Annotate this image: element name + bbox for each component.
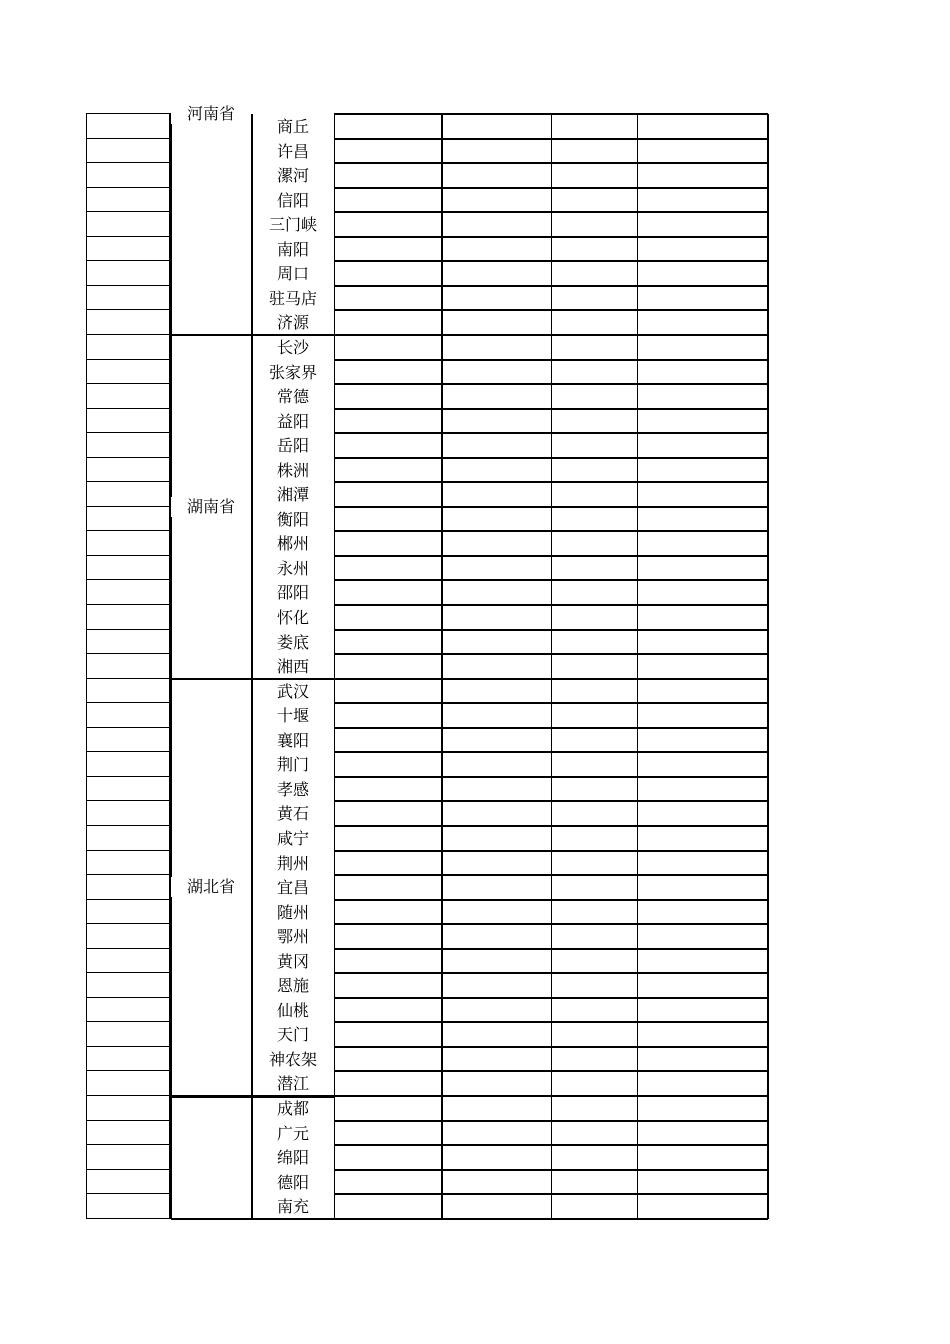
table-cell[interactable] (86, 507, 170, 532)
table-cell[interactable] (334, 335, 442, 360)
table-cell[interactable] (86, 801, 170, 826)
table-cell[interactable] (442, 433, 551, 458)
table-cell[interactable] (442, 1194, 551, 1219)
table-cell[interactable] (551, 826, 637, 851)
table-cell[interactable] (637, 212, 768, 237)
table-cell[interactable] (551, 1145, 637, 1170)
table-cell[interactable] (86, 310, 170, 335)
table-cell[interactable] (86, 1096, 170, 1121)
table-cell[interactable] (334, 482, 442, 507)
table-cell[interactable] (551, 286, 637, 311)
table-cell[interactable] (551, 752, 637, 777)
city-cell: 济源 (276, 313, 309, 333)
table-cell[interactable] (551, 531, 637, 556)
table-cell[interactable] (86, 163, 170, 188)
table-cell[interactable] (334, 458, 442, 483)
table-cell[interactable] (637, 679, 768, 704)
table-cell[interactable] (637, 580, 768, 605)
table-cell[interactable] (86, 556, 170, 581)
table-cell[interactable] (551, 728, 637, 753)
table-cell[interactable] (551, 1194, 637, 1219)
table-cell[interactable] (334, 286, 442, 311)
city-cell: 德阳 (276, 1172, 309, 1192)
table-cell[interactable] (637, 237, 768, 262)
table-cell[interactable] (551, 1071, 637, 1096)
table-cell[interactable] (551, 384, 637, 409)
table-cell[interactable] (334, 1022, 442, 1047)
table-cell[interactable] (334, 1194, 442, 1219)
table-cell[interactable] (551, 1022, 637, 1047)
table-cell[interactable] (637, 998, 768, 1023)
table-cell[interactable] (86, 679, 170, 704)
table-cell[interactable] (86, 188, 170, 213)
city-cell: 孝感 (276, 779, 309, 799)
table-cell[interactable] (442, 507, 551, 532)
city-cell: 娄底 (276, 632, 309, 652)
province-label: 湖北省 (171, 877, 251, 897)
table-cell[interactable] (551, 679, 637, 704)
table-cell[interactable] (86, 237, 170, 262)
table-cell[interactable] (637, 851, 768, 876)
table-cell[interactable] (442, 973, 551, 998)
city-cell: 岳阳 (276, 436, 309, 456)
table-cell[interactable] (551, 1096, 637, 1121)
table-cell[interactable] (637, 801, 768, 826)
table-cell[interactable] (86, 924, 170, 949)
city-cell: 恩施 (276, 976, 309, 996)
table-cell[interactable] (334, 1145, 442, 1170)
table-cell[interactable] (551, 924, 637, 949)
city-cell: 广元 (276, 1123, 309, 1143)
table-cell[interactable] (334, 1047, 442, 1072)
city-cell: 益阳 (276, 411, 309, 431)
table-cell[interactable] (86, 875, 170, 900)
table-cell[interactable] (551, 237, 637, 262)
table-cell[interactable] (637, 163, 768, 188)
table-cell[interactable] (551, 114, 637, 139)
table-cell[interactable] (86, 1071, 170, 1096)
table-cell[interactable] (86, 973, 170, 998)
table-cell[interactable] (637, 384, 768, 409)
table-cell[interactable] (86, 1047, 170, 1072)
table-cell[interactable] (637, 531, 768, 556)
table-cell[interactable] (442, 531, 551, 556)
city-cell: 湘潭 (276, 485, 309, 505)
table-cell[interactable] (637, 507, 768, 532)
table-cell[interactable] (86, 139, 170, 164)
table-cell[interactable] (442, 286, 551, 311)
table-cell[interactable] (551, 1170, 637, 1195)
table-cell[interactable] (86, 1170, 170, 1195)
table-cell[interactable] (551, 482, 637, 507)
table-cell[interactable] (86, 360, 170, 385)
table-cell[interactable] (334, 924, 442, 949)
table-cell[interactable] (334, 212, 442, 237)
city-cell: 常德 (276, 387, 309, 407)
table-cell[interactable] (334, 801, 442, 826)
table-cell[interactable] (637, 114, 768, 139)
city-cell: 荆州 (276, 853, 309, 873)
table-cell[interactable] (637, 360, 768, 385)
table-cell[interactable] (637, 875, 768, 900)
city-cell: 邵阳 (276, 583, 309, 603)
table-cell[interactable] (637, 900, 768, 925)
table-cell[interactable] (334, 1096, 442, 1121)
city-cell: 许昌 (276, 141, 309, 161)
table-cell[interactable] (551, 654, 637, 679)
table-cell[interactable] (86, 384, 170, 409)
city-cell: 仙桃 (276, 1000, 309, 1020)
city-cell: 张家界 (268, 362, 317, 382)
table-cell[interactable] (86, 580, 170, 605)
table-cell[interactable] (442, 777, 551, 802)
table-cell[interactable] (442, 384, 551, 409)
table-cell[interactable] (86, 261, 170, 286)
city-cell: 宜昌 (276, 878, 309, 898)
table-cell[interactable] (86, 752, 170, 777)
table-cell[interactable] (334, 261, 442, 286)
table-cell[interactable] (334, 1170, 442, 1195)
table-cell[interactable] (551, 949, 637, 974)
table-cell[interactable] (551, 163, 637, 188)
table-cell[interactable] (334, 114, 442, 139)
table-cell[interactable] (442, 237, 551, 262)
table-cell[interactable] (637, 310, 768, 335)
city-cell: 成都 (276, 1099, 309, 1118)
table-cell[interactable] (637, 139, 768, 164)
table-cell[interactable] (334, 139, 442, 164)
table-cell[interactable] (551, 998, 637, 1023)
table-cell[interactable] (551, 580, 637, 605)
city-cell: 驻马店 (268, 288, 317, 308)
table-cell[interactable] (442, 1170, 551, 1195)
table-cell[interactable] (334, 875, 442, 900)
city-cell: 永州 (276, 558, 309, 578)
table-cell[interactable] (551, 1047, 637, 1072)
table-cell[interactable] (637, 826, 768, 851)
table-cell[interactable] (637, 286, 768, 311)
table-cell[interactable] (334, 703, 442, 728)
city-cell: 湘西 (276, 657, 309, 677)
table-cell[interactable] (86, 630, 170, 655)
city-cell: 南充 (276, 1197, 309, 1217)
table-cell[interactable] (334, 163, 442, 188)
table-cell[interactable] (442, 605, 551, 630)
spreadsheet-table (86, 104, 768, 1219)
table-cell[interactable] (86, 1121, 170, 1146)
table-cell[interactable] (551, 973, 637, 998)
city-cell: 鄂州 (276, 927, 309, 947)
table-cell[interactable] (86, 531, 170, 556)
table-cell[interactable] (334, 679, 442, 704)
table-cell[interactable] (442, 851, 551, 876)
table-cell[interactable] (442, 1121, 551, 1146)
table-cell[interactable] (637, 458, 768, 483)
table-cell[interactable] (334, 949, 442, 974)
city-cell: 郴州 (276, 534, 309, 554)
table-cell[interactable] (86, 482, 170, 507)
table-cell[interactable] (442, 114, 551, 139)
table-cell[interactable] (442, 826, 551, 851)
city-cell: 黄冈 (276, 951, 309, 971)
table-cell[interactable] (637, 1145, 768, 1170)
table-cell[interactable] (86, 1022, 170, 1047)
table-cell[interactable] (442, 360, 551, 385)
table-cell[interactable] (442, 728, 551, 753)
table-cell[interactable] (551, 212, 637, 237)
city-cell: 衡阳 (276, 509, 309, 529)
table-cell[interactable] (551, 605, 637, 630)
table-cell[interactable] (334, 360, 442, 385)
table-cell[interactable] (637, 728, 768, 753)
city-cell: 襄阳 (276, 730, 309, 750)
city-cell: 武汉 (276, 681, 309, 701)
city-cell: 信阳 (276, 190, 309, 210)
table-cell[interactable] (334, 188, 442, 213)
city-cell: 商丘 (276, 117, 309, 136)
table-cell[interactable] (86, 949, 170, 974)
table-cell[interactable] (334, 384, 442, 409)
city-cell: 神农架 (268, 1049, 317, 1069)
table-cell[interactable] (442, 482, 551, 507)
table-cell[interactable] (637, 556, 768, 581)
city-cell: 随州 (276, 902, 309, 922)
city-cell: 怀化 (276, 608, 309, 627)
city-cell: 荆门 (276, 755, 309, 775)
table-cell[interactable] (442, 261, 551, 286)
city-cell: 天门 (276, 1025, 309, 1045)
table-cell[interactable] (442, 679, 551, 704)
table-cell[interactable] (637, 924, 768, 949)
table-cell[interactable] (442, 335, 551, 360)
table-cell[interactable] (551, 433, 637, 458)
city-cell: 长沙 (276, 337, 309, 357)
city-cell: 潜江 (276, 1074, 309, 1094)
table-cell[interactable] (442, 1022, 551, 1047)
table-cell[interactable] (334, 973, 442, 998)
table-cell[interactable] (86, 851, 170, 876)
table-cell[interactable] (86, 114, 170, 139)
table-cell[interactable] (334, 1121, 442, 1146)
table-cell[interactable] (551, 777, 637, 802)
table-cell[interactable] (86, 409, 170, 434)
city-cell: 三门峡 (268, 215, 317, 235)
city-cell: 绵阳 (276, 1148, 309, 1168)
table-cell[interactable] (637, 261, 768, 286)
table-cell[interactable] (334, 728, 442, 753)
table-cell[interactable] (637, 482, 768, 507)
table-cell[interactable] (442, 1071, 551, 1096)
table-cell[interactable] (442, 188, 551, 213)
table-cell[interactable] (86, 703, 170, 728)
table-cell[interactable] (334, 777, 442, 802)
table-cell[interactable] (334, 310, 442, 335)
table-cell[interactable] (86, 605, 170, 630)
table-cell[interactable] (637, 1071, 768, 1096)
table-cell[interactable] (637, 654, 768, 679)
table-cell[interactable] (637, 752, 768, 777)
table-cell[interactable] (86, 1145, 170, 1170)
table-cell[interactable] (637, 433, 768, 458)
table-cell[interactable] (442, 1096, 551, 1121)
city-cell: 十堰 (276, 706, 309, 726)
table-cell[interactable] (86, 654, 170, 679)
table-cell[interactable] (442, 924, 551, 949)
table-cell[interactable] (551, 801, 637, 826)
table-cell[interactable] (637, 703, 768, 728)
table-cell[interactable] (86, 900, 170, 925)
table-cell[interactable] (334, 900, 442, 925)
table-cell[interactable] (551, 409, 637, 434)
table-cell[interactable] (637, 777, 768, 802)
table-cell[interactable] (551, 507, 637, 532)
table-cell[interactable] (334, 433, 442, 458)
table-cell[interactable] (86, 335, 170, 360)
table-cell[interactable] (637, 188, 768, 213)
table-cell[interactable] (637, 1194, 768, 1219)
table-cell[interactable] (551, 360, 637, 385)
table-cell[interactable] (334, 826, 442, 851)
table-cell[interactable] (442, 949, 551, 974)
table-cell[interactable] (442, 703, 551, 728)
table-cell[interactable] (551, 875, 637, 900)
table-cell[interactable] (86, 998, 170, 1023)
table-cell[interactable] (442, 752, 551, 777)
table-cell[interactable] (551, 335, 637, 360)
table-cell[interactable] (637, 1170, 768, 1195)
table-cell[interactable] (637, 335, 768, 360)
table-cell[interactable] (551, 703, 637, 728)
table-cell[interactable] (637, 973, 768, 998)
table-cell[interactable] (334, 531, 442, 556)
table-cell[interactable] (86, 826, 170, 851)
table-cell[interactable] (334, 507, 442, 532)
city-cell: 周口 (276, 264, 309, 284)
table-cell[interactable] (637, 949, 768, 974)
table-cell[interactable] (442, 630, 551, 655)
table-cell[interactable] (86, 458, 170, 483)
city-cell: 南阳 (276, 239, 309, 259)
table-cell[interactable] (551, 851, 637, 876)
table-cell[interactable] (442, 556, 551, 581)
table-cell[interactable] (551, 261, 637, 286)
city-cell: 株洲 (276, 460, 309, 480)
table-cell[interactable] (442, 163, 551, 188)
table-cell[interactable] (442, 801, 551, 826)
table-cell[interactable] (551, 556, 637, 581)
table-cell[interactable] (637, 1096, 768, 1121)
table-cell[interactable] (442, 900, 551, 925)
table-cell[interactable] (442, 580, 551, 605)
province-label: 湖南省 (171, 497, 251, 517)
table-cell[interactable] (442, 310, 551, 335)
table-cell[interactable] (637, 630, 768, 655)
table-cell[interactable] (442, 654, 551, 679)
table-cell[interactable] (551, 139, 637, 164)
table-cell[interactable] (551, 188, 637, 213)
table-cell[interactable] (551, 310, 637, 335)
table-cell[interactable] (334, 605, 442, 630)
table-cell[interactable] (442, 409, 551, 434)
table-cell[interactable] (334, 1071, 442, 1096)
table-cell[interactable] (334, 630, 442, 655)
table-cell[interactable] (334, 237, 442, 262)
table-cell[interactable] (442, 139, 551, 164)
table-cell[interactable] (442, 458, 551, 483)
table-cell[interactable] (334, 851, 442, 876)
table-cell[interactable] (334, 409, 442, 434)
table-cell[interactable] (637, 1047, 768, 1072)
table-cell[interactable] (551, 900, 637, 925)
table-cell[interactable] (334, 580, 442, 605)
city-cell: 黄石 (276, 804, 309, 824)
table-cell[interactable] (442, 212, 551, 237)
table-cell[interactable] (551, 458, 637, 483)
table-cell[interactable] (637, 1121, 768, 1146)
table-cell[interactable] (442, 1145, 551, 1170)
table-cell[interactable] (86, 212, 170, 237)
table-cell[interactable] (442, 1047, 551, 1072)
table-cell[interactable] (551, 630, 637, 655)
table-cell[interactable] (86, 777, 170, 802)
table-cell[interactable] (442, 998, 551, 1023)
table-cell[interactable] (86, 433, 170, 458)
table-cell[interactable] (86, 286, 170, 311)
table-cell[interactable] (334, 654, 442, 679)
table-cell[interactable] (637, 605, 768, 630)
province-label: 河南省 (171, 104, 251, 124)
table-cell[interactable] (637, 1022, 768, 1047)
table-cell[interactable] (551, 1121, 637, 1146)
table-cell[interactable] (334, 998, 442, 1023)
table-cell[interactable] (86, 1194, 170, 1219)
table-cell[interactable] (637, 409, 768, 434)
table-cell[interactable] (334, 752, 442, 777)
table-cell[interactable] (442, 875, 551, 900)
city-cell: 漯河 (276, 166, 309, 186)
city-cell: 咸宁 (276, 828, 309, 848)
table-cell[interactable] (86, 728, 170, 753)
table-cell[interactable] (334, 556, 442, 581)
